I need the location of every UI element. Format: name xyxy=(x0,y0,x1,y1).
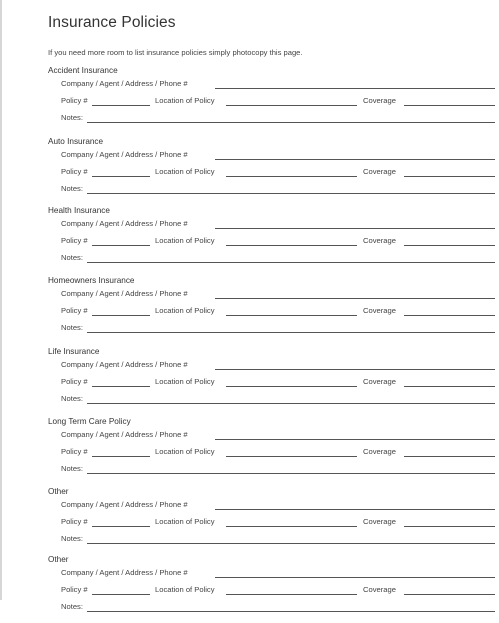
policy-section xyxy=(0,555,499,623)
notes-field[interactable] xyxy=(87,543,495,544)
location-label: Location of Policy xyxy=(155,167,215,176)
section-title: Accident Insurance xyxy=(48,66,118,75)
company-row xyxy=(61,360,495,372)
location-field[interactable] xyxy=(226,386,357,387)
coverage-field[interactable] xyxy=(404,386,495,387)
intro-text: If you need more room to list insurance policies simply photocopy this page. xyxy=(48,48,303,57)
coverage-label: Coverage xyxy=(363,167,396,176)
policy-number-label: Policy # xyxy=(61,306,88,315)
company-field[interactable] xyxy=(215,88,495,89)
company-field[interactable] xyxy=(215,369,495,370)
company-label: Company / Agent / Address / Phone # xyxy=(61,360,188,369)
location-field[interactable] xyxy=(226,176,357,177)
policy-row xyxy=(61,517,495,529)
notes-label: Notes: xyxy=(61,253,83,262)
company-field[interactable] xyxy=(215,577,495,578)
notes-field[interactable] xyxy=(87,611,495,612)
notes-row xyxy=(61,602,495,614)
notes-label: Notes: xyxy=(61,394,83,403)
company-label: Company / Agent / Address / Phone # xyxy=(61,568,188,577)
notes-label: Notes: xyxy=(61,184,83,193)
policy-number-field[interactable] xyxy=(92,105,150,106)
company-field[interactable] xyxy=(215,439,495,440)
policy-number-field[interactable] xyxy=(92,456,150,457)
policy-number-field[interactable] xyxy=(92,526,150,527)
company-field[interactable] xyxy=(215,228,495,229)
company-row xyxy=(61,150,495,162)
coverage-field[interactable] xyxy=(404,105,495,106)
notes-row xyxy=(61,323,495,335)
section-title: Auto Insurance xyxy=(48,137,104,146)
company-label: Company / Agent / Address / Phone # xyxy=(61,289,188,298)
location-field[interactable] xyxy=(226,315,357,316)
company-field[interactable] xyxy=(215,298,495,299)
policy-section xyxy=(0,206,499,274)
company-label: Company / Agent / Address / Phone # xyxy=(61,79,188,88)
notes-field[interactable] xyxy=(87,332,495,333)
policy-number-label: Policy # xyxy=(61,96,88,105)
company-row xyxy=(61,289,495,301)
policy-number-field[interactable] xyxy=(92,245,150,246)
section-title: Long Term Care Policy xyxy=(48,417,131,426)
location-label: Location of Policy xyxy=(155,585,215,594)
notes-label: Notes: xyxy=(61,113,83,122)
coverage-field[interactable] xyxy=(404,456,495,457)
location-field[interactable] xyxy=(226,594,357,595)
company-label: Company / Agent / Address / Phone # xyxy=(61,150,188,159)
policy-row xyxy=(61,236,495,248)
location-label: Location of Policy xyxy=(155,517,215,526)
policy-row xyxy=(61,377,495,389)
notes-row xyxy=(61,464,495,476)
policy-section xyxy=(0,487,499,555)
notes-label: Notes: xyxy=(61,534,83,543)
section-title: Life Insurance xyxy=(48,347,100,356)
notes-row xyxy=(61,534,495,546)
policy-section xyxy=(0,347,499,415)
company-row xyxy=(61,500,495,512)
notes-row xyxy=(61,113,495,125)
notes-label: Notes: xyxy=(61,323,83,332)
coverage-label: Coverage xyxy=(363,585,396,594)
policy-section xyxy=(0,137,499,205)
policy-number-field[interactable] xyxy=(92,176,150,177)
policy-section xyxy=(0,276,499,344)
policy-number-label: Policy # xyxy=(61,167,88,176)
coverage-label: Coverage xyxy=(363,377,396,386)
company-row xyxy=(61,568,495,580)
page-title: Insurance Policies xyxy=(48,14,176,31)
coverage-field[interactable] xyxy=(404,594,495,595)
coverage-label: Coverage xyxy=(363,96,396,105)
coverage-field[interactable] xyxy=(404,176,495,177)
policy-number-label: Policy # xyxy=(61,236,88,245)
company-row xyxy=(61,219,495,231)
policy-row xyxy=(61,167,495,179)
location-label: Location of Policy xyxy=(155,447,215,456)
location-label: Location of Policy xyxy=(155,377,215,386)
coverage-label: Coverage xyxy=(363,306,396,315)
policy-number-field[interactable] xyxy=(92,594,150,595)
company-row xyxy=(61,79,495,91)
section-title: Health Insurance xyxy=(48,206,110,215)
company-row xyxy=(61,430,495,442)
coverage-field[interactable] xyxy=(404,315,495,316)
policy-number-label: Policy # xyxy=(61,377,88,386)
location-field[interactable] xyxy=(226,456,357,457)
policy-row xyxy=(61,96,495,108)
section-title: Other xyxy=(48,555,69,564)
section-title: Homeowners Insurance xyxy=(48,276,135,285)
location-label: Location of Policy xyxy=(155,306,215,315)
location-field[interactable] xyxy=(226,245,357,246)
notes-row xyxy=(61,184,495,196)
notes-field[interactable] xyxy=(87,193,495,194)
policy-row xyxy=(61,585,495,597)
location-field[interactable] xyxy=(226,526,357,527)
coverage-field[interactable] xyxy=(404,245,495,246)
policy-section xyxy=(0,417,499,485)
policy-number-label: Policy # xyxy=(61,517,88,526)
policy-row xyxy=(61,447,495,459)
policy-section xyxy=(0,66,499,134)
policy-row xyxy=(61,306,495,318)
policy-number-label: Policy # xyxy=(61,447,88,456)
location-label: Location of Policy xyxy=(155,236,215,245)
coverage-label: Coverage xyxy=(363,447,396,456)
company-label: Company / Agent / Address / Phone # xyxy=(61,219,188,228)
notes-field[interactable] xyxy=(87,403,495,404)
notes-field[interactable] xyxy=(87,262,495,263)
policy-number-label: Policy # xyxy=(61,585,88,594)
section-title: Other xyxy=(48,487,69,496)
company-field[interactable] xyxy=(215,159,495,160)
company-label: Company / Agent / Address / Phone # xyxy=(61,430,188,439)
notes-row xyxy=(61,394,495,406)
notes-field[interactable] xyxy=(87,122,495,123)
coverage-label: Coverage xyxy=(363,236,396,245)
company-field[interactable] xyxy=(215,509,495,510)
notes-field[interactable] xyxy=(87,473,495,474)
policy-number-field[interactable] xyxy=(92,386,150,387)
notes-row xyxy=(61,253,495,265)
coverage-field[interactable] xyxy=(404,526,495,527)
notes-label: Notes: xyxy=(61,464,83,473)
coverage-label: Coverage xyxy=(363,517,396,526)
company-label: Company / Agent / Address / Phone # xyxy=(61,500,188,509)
location-field[interactable] xyxy=(226,105,357,106)
policy-number-field[interactable] xyxy=(92,315,150,316)
notes-label: Notes: xyxy=(61,602,83,611)
location-label: Location of Policy xyxy=(155,96,215,105)
